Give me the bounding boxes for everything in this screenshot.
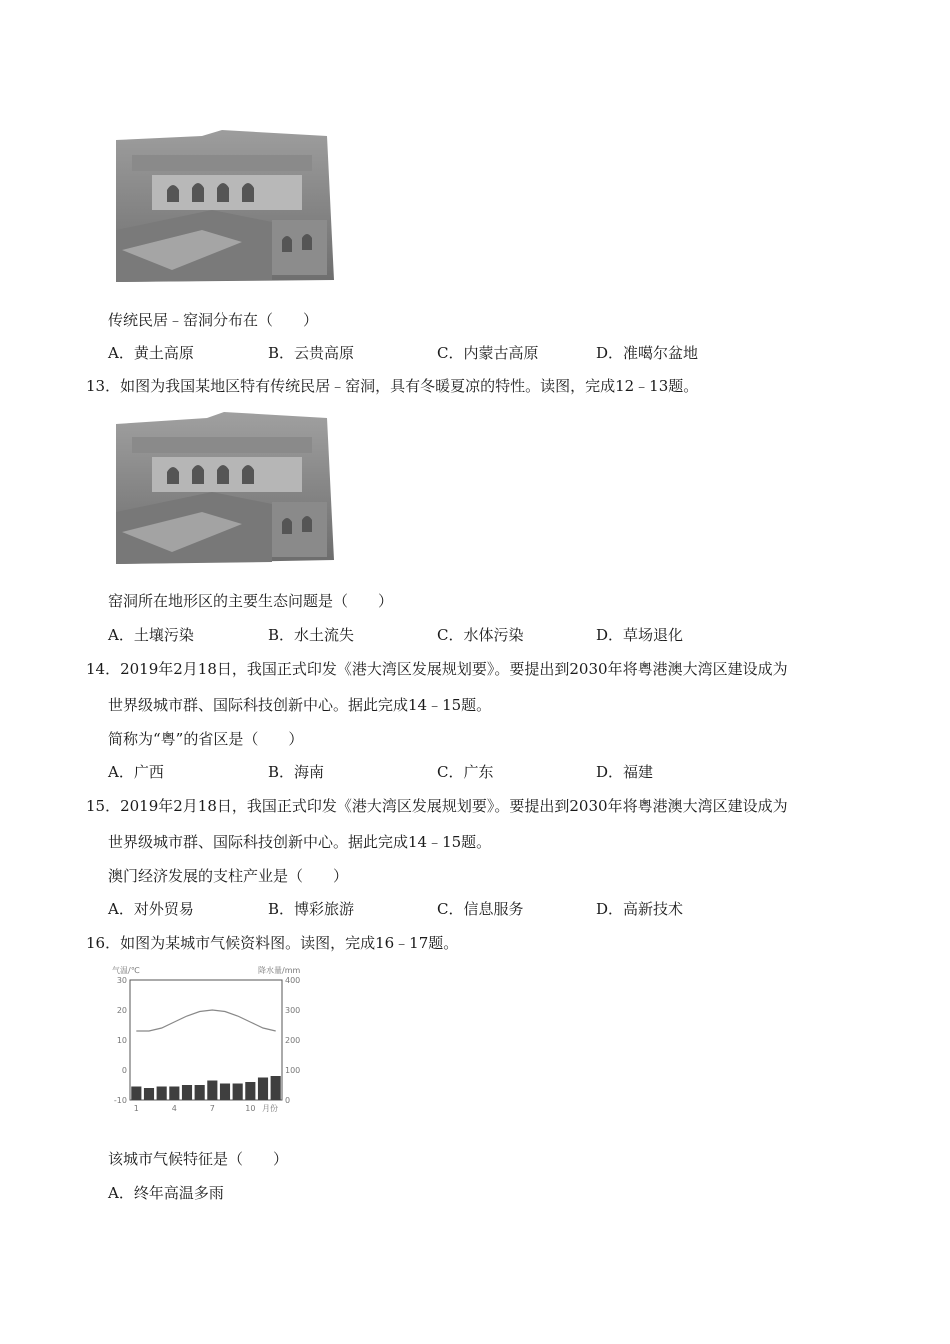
q16-option-a[interactable]: A．终年高温多雨 <box>108 1184 224 1202</box>
q14-intro-line2: 世界级城市群、国际科技创新中心。据此完成14﹣15题。 <box>108 696 492 714</box>
q13-option-d[interactable]: D．草场退化 <box>596 626 684 644</box>
q15-intro-line1: 15．2019年2月18日，我国正式印发《港大湾区发展规划要》。要提出到2030年将粤港澳大湾区建设成为 <box>86 797 788 815</box>
precip-bar <box>195 1085 205 1100</box>
q14-option-a[interactable]: A．广西 <box>108 763 164 781</box>
precip-bar <box>220 1084 230 1101</box>
q12-stem: 传统民居﹣窑洞分布在（ ） <box>108 311 319 329</box>
q15-stem: 澳门经济发展的支柱产业是（ ） <box>108 867 349 885</box>
q15-options <box>108 899 808 919</box>
precip-tick-label: 300 <box>285 1006 301 1015</box>
precip-bar <box>258 1078 268 1101</box>
precip-bar <box>144 1088 154 1100</box>
precip-bar <box>245 1082 255 1100</box>
month-tick-label: 10 <box>245 1104 256 1113</box>
q14-option-b[interactable]: B．海南 <box>268 763 325 781</box>
precip-bar <box>157 1087 167 1101</box>
precip-bar <box>233 1084 243 1101</box>
precip-tick-label: 0 <box>285 1096 291 1105</box>
q14-intro-line1: 14．2019年2月18日，我国正式印发《港大湾区发展规划要》。要提出到2030年将粤港澳大湾区建设成为 <box>86 660 788 678</box>
q15-option-b[interactable]: B．博彩旅游 <box>268 900 355 918</box>
month-tick-label: 月份 <box>262 1104 278 1113</box>
q15-option-c[interactable]: C．信息服务 <box>437 900 524 918</box>
q14-options <box>108 762 808 782</box>
temp-tick-label: 0 <box>121 1066 127 1075</box>
q16-stem: 该城市气候特征是（ ） <box>108 1150 289 1168</box>
q14-option-c[interactable]: C．广东 <box>437 763 494 781</box>
q14-stem: 简称为“粤”的省区是（ ） <box>108 730 304 748</box>
month-tick-label: 1 <box>133 1104 139 1113</box>
q13-options <box>108 625 808 645</box>
month-tick-label: 7 <box>209 1104 215 1113</box>
precip-bar <box>182 1085 192 1100</box>
q12-option-b[interactable]: B．云贵高原 <box>268 344 355 362</box>
temp-tick-label: -10 <box>113 1096 127 1105</box>
precip-bar <box>131 1087 141 1101</box>
precip-tick-label: 200 <box>285 1036 301 1045</box>
temp-tick-label: 20 <box>116 1006 127 1015</box>
climate-chart <box>108 962 308 1121</box>
q13-option-c[interactable]: C．水体污染 <box>437 626 524 644</box>
q12-option-a[interactable]: A．黄土高原 <box>108 344 194 362</box>
cave-dwelling-photo-1 <box>112 130 337 289</box>
precip-tick-label: 100 <box>285 1066 301 1075</box>
q15-option-d[interactable]: D．高新技术 <box>596 900 684 918</box>
temp-axis-label: 气温/℃ <box>112 966 140 975</box>
q12-option-d[interactable]: D．准噶尔盆地 <box>596 344 699 362</box>
precip-tick-label: 400 <box>285 976 301 985</box>
q13-option-b[interactable]: B．水土流失 <box>268 626 355 644</box>
precip-axis-label: 降水量/mm <box>258 966 301 975</box>
precip-bar <box>271 1076 281 1100</box>
temperature-curve <box>136 1010 275 1031</box>
precip-bar <box>169 1087 179 1101</box>
q13-option-a[interactable]: A．土壤污染 <box>108 626 194 644</box>
q15-option-a[interactable]: A．对外贸易 <box>108 900 194 918</box>
precip-bar <box>207 1081 217 1101</box>
temp-tick-label: 30 <box>116 976 127 985</box>
q15-intro-line2: 世界级城市群、国际科技创新中心。据此完成14﹣15题。 <box>108 833 492 851</box>
q12-option-c[interactable]: C．内蒙古高原 <box>437 344 539 362</box>
month-tick-label: 4 <box>171 1104 177 1113</box>
q14-option-d[interactable]: D．福建 <box>596 763 654 781</box>
q16-intro: 16．如图为某城市气候资料图。读图，完成16﹣17题。 <box>86 934 459 952</box>
cave-dwelling-photo-2 <box>112 412 337 571</box>
temp-tick-label: 10 <box>116 1036 127 1045</box>
q13-intro: 13．如图为我国某地区特有传统民居﹣窑洞，具有冬暖夏凉的特性。读图，完成12﹣13题。 <box>86 377 699 395</box>
q13-stem: 窑洞所在地形区的主要生态问题是（ ） <box>108 592 394 610</box>
q12-options <box>108 343 808 363</box>
